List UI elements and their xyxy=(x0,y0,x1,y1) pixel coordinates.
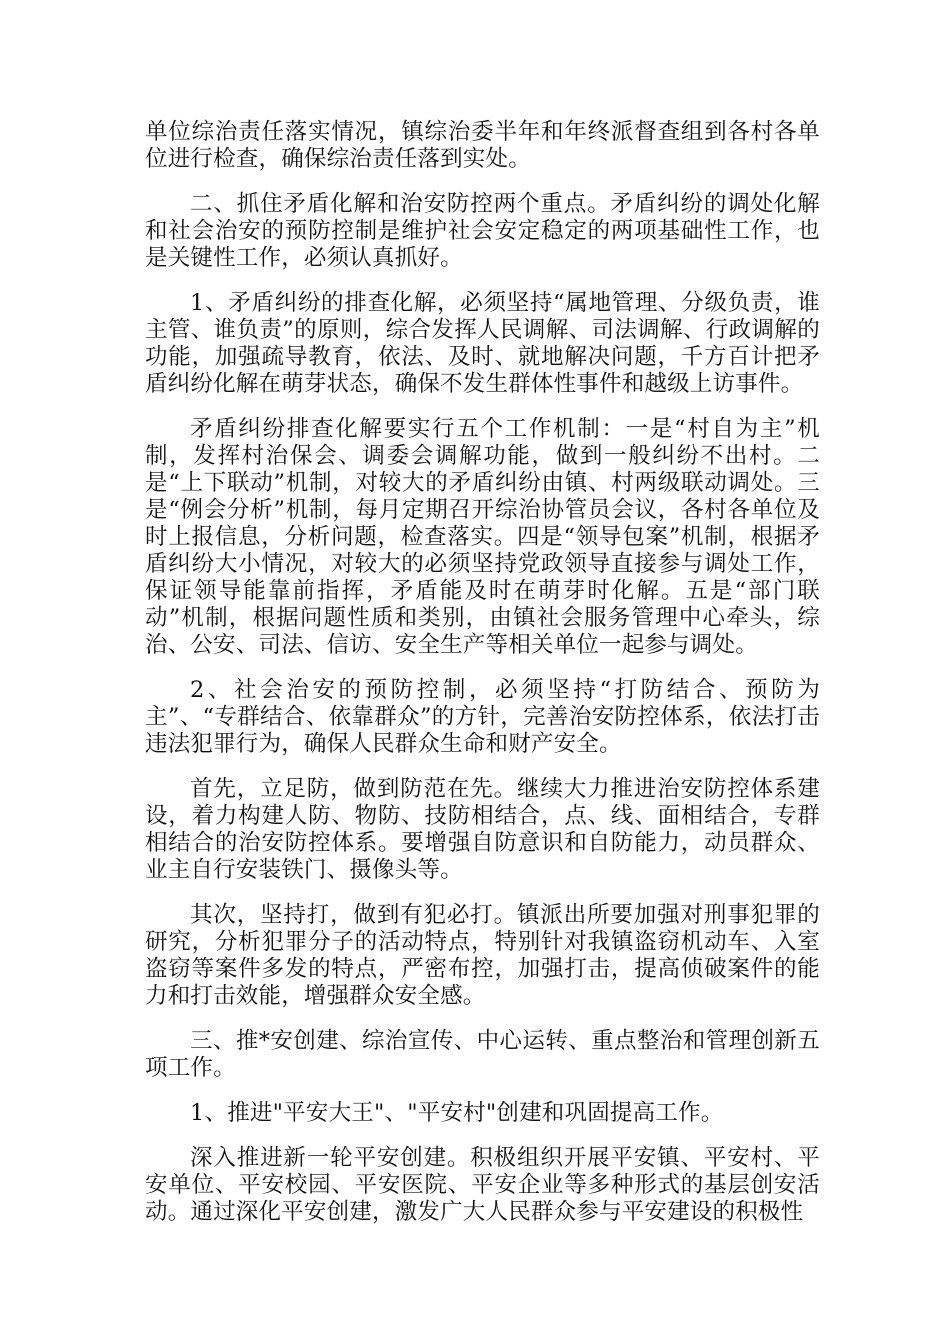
paragraph-five-mechanisms: 矛盾纠纷排查化解要实行五个工作机制：一是“村自为主”机制，发挥村治保会、调委会调解功能，做到一般纠纷不出村。二是“上下联动”机制，对较大的矛盾纠纷由镇、村两级联动调处。三是“例会分析”机制，每月定期召开综治协管员会议，各村各单位及时上报信息，分析问题，检查落实。四是“领导包案”机制，根据矛盾纠纷大小情况，对较大的必须坚持党政领导直接参与调处工作，保证领导能靠前指挥，矛盾能及时在萌芽时化解。五是“部门联动”机制，根据问题性质和类别，由镇社会服务管理中心牵头，综治、公安、司法、信访、安全生产等相关单位一起参与调处。 xyxy=(145,416,820,658)
paragraph-subsection-heading: 1、推进"平安大王"、"平安村"创建和巩固提高工作。 xyxy=(190,1100,724,1126)
document-page xyxy=(145,119,820,1244)
paragraph-section-three-heading: 三、推*安创建、综治宣传、中心运转、重点整治和管理创新五项工作。 xyxy=(145,1028,820,1081)
paragraph-continuation: 单位综治责任落实情况，镇综治委半年和年终派督查组到各村各单位进行检查，确保综治责任落到实处。 xyxy=(145,119,820,172)
paragraph-crackdown: 其次，坚持打，做到有犯必打。镇派出所要加强对刑事犯罪的研究，分析犯罪分子的活动特点，特别针对我镇盗窃机动车、入室盗窃等案件多发的特点，严密布控，加强打击，提高侦破案件的能力和打击效能，增强群众安全感。 xyxy=(145,902,820,1009)
paragraph-dispute-resolution: 1、矛盾纠纷的排查化解，必须坚持“属地管理、分级负责，谁主管、谁负责”的原则，综合发挥人民调解、司法调解、行政调解的功能，加强疏导教育，依法、及时、就地解决问题，千方百计把矛盾纠纷化解在萌芽状态，确保不发生群体性事件和越级上访事件。 xyxy=(145,290,820,397)
paragraph-section-two-heading: 二、抓住矛盾化解和治安防控两个重点。矛盾纠纷的调处化解和社会治安的预防控制是维护社会安定稳定的两项基础性工作，也是关键性工作，必须认真抓好。 xyxy=(145,191,820,271)
paragraph-public-security-prevention: 2、社会治安的预防控制，必须坚持“打防结合、预防为主”、“专群结合、依靠群众”的方针，完善治安防控体系，依法打击违法犯罪行为，确保人民群众生命和财产安全。 xyxy=(145,677,820,757)
paragraph-safety-campaign: 深入推进新一轮平安创建。积极组织开展平安镇、平安村、平安单位、平安校园、平安医院、平安企业等多种形式的基层创安活动。通过深化平安创建，激发广大人民群众参与平安建设的积极性 xyxy=(145,1145,820,1225)
paragraph-prevention-first: 首先，立足防，做到防范在先。继续大力推进治安防控体系建设，着力构建人防、物防、技防相结合，点、线、面相结合，专群相结合的治安防控体系。要增强自防意识和自防能力，动员群众、业主自行安装铁门、摄像头等。 xyxy=(145,776,820,883)
